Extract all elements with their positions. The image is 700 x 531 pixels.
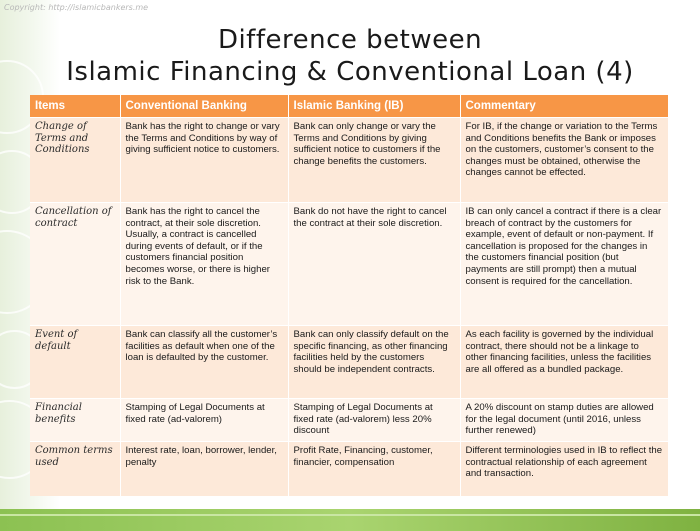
islamic-cell: Bank can only classify default on the specific financing, as other financing facilities held by the customers should be independent contracts.	[288, 326, 460, 399]
conventional-cell: Bank has the right to cancel the contract, at their sole discretion. Usually, a contract is cancelled during events of default, or if the customers financial position becomes worse, or there is higher risk to the Bank.	[120, 203, 288, 326]
slide-title-line-2: Islamic Financing & Conventional Loan (4)	[66, 57, 634, 87]
copyright-watermark: Copyright: http://islamicbankers.me	[4, 3, 149, 12]
bottom-decorative-bar	[0, 509, 700, 531]
commentary-cell: For IB, if the change or variation to the Terms and Conditions benefits the Bank or imposes on the customers, customer’s consent to the changes must be obtained, otherwise the changes cannot be effected.	[460, 118, 668, 203]
islamic-cell: Profit Rate, Financing, customer, financier, compensation	[288, 442, 460, 497]
conventional-cell: Stamping of Legal Documents at fixed rate (ad-valorem)	[120, 399, 288, 442]
commentary-cell: Different terminologies used in IB to reflect the contractual relationship of each agreement and transaction.	[460, 442, 668, 497]
islamic-cell: Bank can only change or vary the Terms and Conditions by giving sufficient notice to customers if the change benefits the customers.	[288, 118, 460, 203]
table-row	[30, 399, 668, 442]
islamic-cell: Bank do not have the right to cancel the contract at their sole discretion.	[288, 203, 460, 326]
table-row	[30, 118, 668, 203]
row-item-label: Event of default	[30, 326, 120, 399]
table-header-row	[30, 95, 668, 118]
header-conventional-banking: Conventional Banking	[120, 95, 288, 118]
conventional-cell: Bank can classify all the customer’s facilities as default when one of the loan is defaulted by the customer.	[120, 326, 288, 399]
table-row	[30, 326, 668, 399]
table-row	[30, 203, 668, 326]
bottom-bar-stripe	[0, 514, 700, 516]
conventional-cell: Bank has the right to change or vary the Terms and Conditions by way of giving sufficient notice to customers.	[120, 118, 288, 203]
commentary-cell: As each facility is governed by the individual contract, there should not be a linkage to other financing facilities, unless the facilities are all offered as a bundled package.	[460, 326, 668, 399]
commentary-cell: A 20% discount on stamp duties are allowed for the legal document (until 2016, unless further renewed)	[460, 399, 668, 442]
commentary-cell: IB can only cancel a contract if there is a clear breach of contract by the customers for example, event of default or non-payment. If cancellation is proposed for the changes in the customers financial position (but payments are still prompt) then a mutual consent is required for the cancellation.	[460, 203, 668, 326]
conventional-cell: Interest rate, loan, borrower, lender, penalty	[120, 442, 288, 497]
header-islamic-banking: Islamic Banking (IB)	[288, 95, 460, 118]
comparison-table	[30, 95, 669, 496]
header-items: Items	[30, 95, 120, 118]
row-item-label: Financial benefits	[30, 399, 120, 442]
row-item-label: Cancellation of contract	[30, 203, 120, 326]
islamic-cell: Stamping of Legal Documents at fixed rate (ad-valorem) less 20% discount	[288, 399, 460, 442]
table-row	[30, 442, 668, 497]
slide-title-line-1: Difference between	[217, 25, 483, 55]
row-item-label: Change of Terms and Conditions	[30, 118, 120, 203]
header-commentary: Commentary	[460, 95, 668, 118]
row-item-label: Common terms used	[30, 442, 120, 497]
slide-title	[0, 24, 700, 89]
